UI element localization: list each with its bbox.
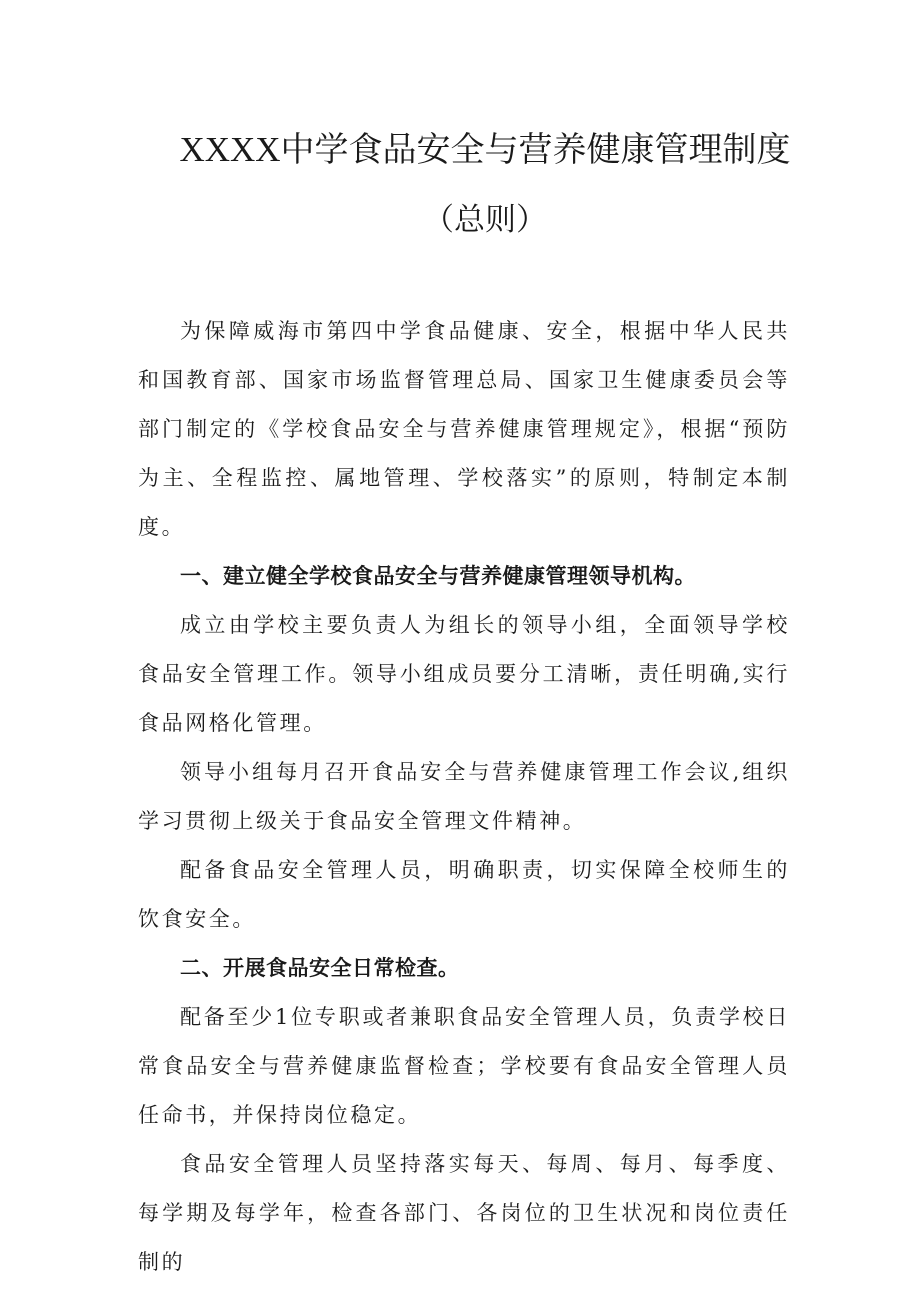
section-heading-2: 二、开展食品安全日常检查。	[180, 956, 460, 980]
document-subtitle: （总则）	[423, 202, 547, 238]
paragraph-monthly-meeting: 领导小组每月召开食品安全与营养健康管理工作会议,组织学习贯彻上级关于食品安全管理文件精神。	[138, 760, 790, 833]
section-heading-1: 一、建立健全学校食品安全与营养健康管理领导机构。	[180, 564, 696, 588]
title-main: 中学食品安全与营养健康管理制度	[280, 130, 791, 170]
paragraph-routine-inspection: 食品安全管理人员坚持落实每天、每周、每月、每季度、每学期及每学年，检查各部门、各岗位的卫生状况和岗位责任制的	[138, 1152, 790, 1274]
document-title	[0, 126, 920, 174]
paragraph-safety-manager: 配备至少1位专职或者兼职食品安全管理人员，负责学校日常食品安全与营养健康监督检查；学校要有食品安全管理人员任命书，并保持岗位稳定。	[138, 1005, 790, 1127]
paragraph-staff-assignment: 配备食品安全管理人员，明确职责，切实保障全校师生的饮食安全。	[138, 858, 790, 931]
paragraph-leadership-group: 成立由学校主要负责人为组长的领导小组，全面领导学校食品安全管理工作。领导小组成员要分工清晰，责任明确,实行食品网格化管理。	[138, 613, 790, 735]
document-body	[138, 307, 790, 1287]
paragraph-intro: 为保障威海市第四中学食品健康、安全，根据中华人民共和国教育部、国家市场监督管理总局、国家卫生健康委员会等部门制定的《学校食品安全与营养健康管理规定》，根据“预防为主、全程监控、属地管理、学校落实”的原则，特制定本制度。	[138, 319, 790, 539]
title-prefix: XXXX	[179, 130, 281, 169]
